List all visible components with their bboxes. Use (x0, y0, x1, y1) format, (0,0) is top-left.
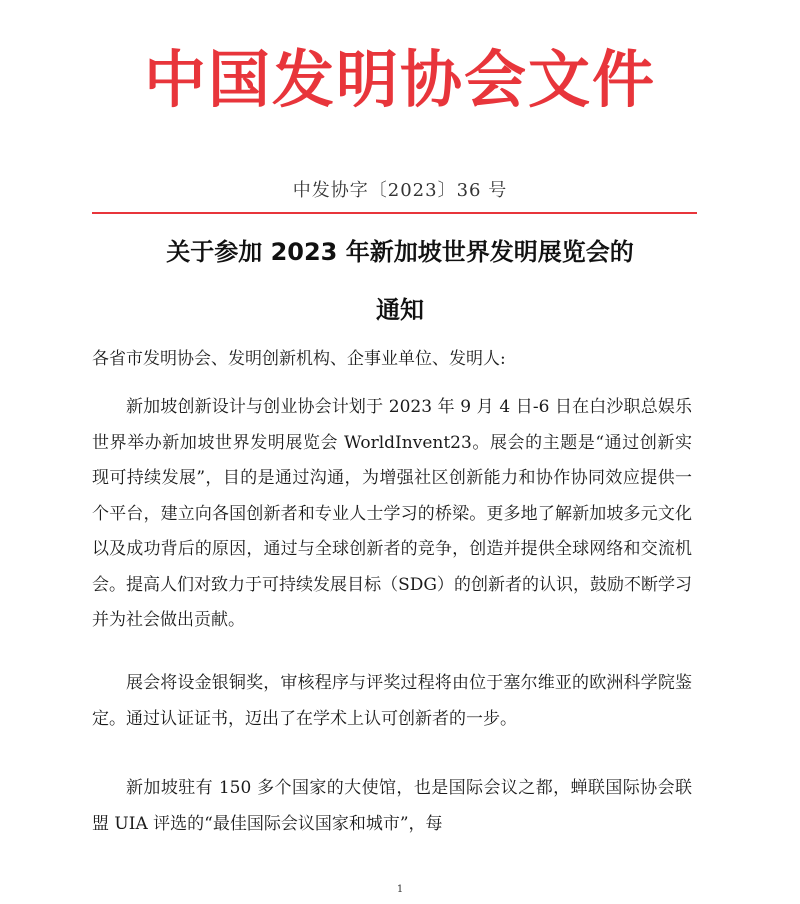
masthead-title: 中国发明协会文件 (143, 43, 656, 116)
page-number: 1 (396, 884, 404, 895)
notice-title-line1: 关于参加 2023 年新加坡世界发明展览会的 (166, 238, 634, 266)
red-divider (92, 212, 697, 214)
document-number: 中发协字〔2023〕36 号 (292, 180, 508, 201)
notice-title-line2: 通知 (376, 296, 424, 324)
paragraph-1: 新加坡创新设计与创业协会计划于 2023 年 9 月 4 日-6 日在白沙职总娱乐世界举办新加坡世界发明展览会 WorldInvent23。展会的主题是“通过创新实现可持续发展”，目的是通过沟通，为增强社区创新能力和协作协同效应提供一个平台，建立向各国创新者和专业人士学习的桥梁。更多地了解新加坡多元文化以及成功背后的原因，通过与全球创新者的竞争，创造并提供全球网络和交流机会。提高人们对致力于可持续发展目标（SDG）的创新者的认识，鼓励不断学习并为社会做出贡献。 (92, 397, 692, 630)
paragraph-2: 展会将设金银铜奖，审核程序与评奖过程将由位于塞尔维亚的欧洲科学院鉴定。通过认证证书，迈出了在学术上认可创新者的一步。 (92, 673, 692, 729)
salutation: 各省市发明协会、发明创新机构、企事业单位、发明人: (92, 349, 506, 369)
paragraph-3: 新加坡驻有 150 多个国家的大使馆，也是国际会议之都，蝉联国际协会联盟 UIA 评选的“最佳国际会议国家和城市”，每 (92, 778, 692, 834)
